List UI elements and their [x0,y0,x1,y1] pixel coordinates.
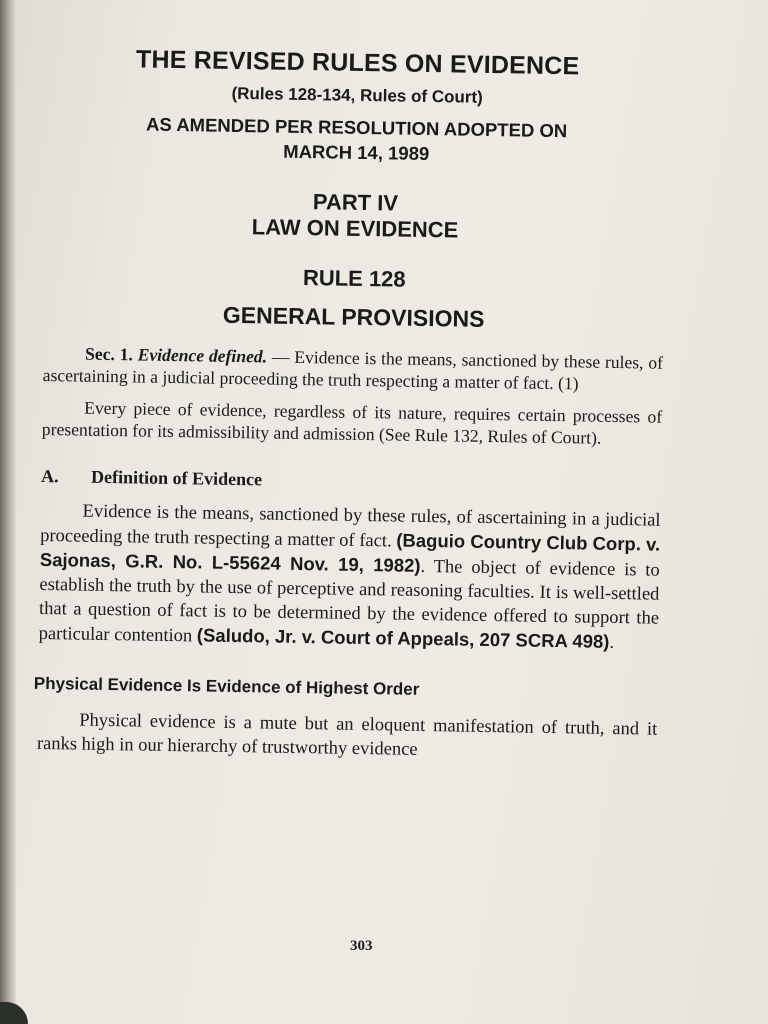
page-content [33,40,668,766]
physical-evidence-paragraph: Physical evidence is a mute but an eloquent manifestation of truth, and it ranks high in our hierarchy of trustworthy evidence [36,710,658,760]
book-subtitle: (Rules 128-134, Rules of Court) [231,83,483,107]
section-a-text-2: . The object of evidence is to establish the truth by the use of perceptive and reasoning faculties. It is well-settled that a question of fact is to be determined by the evidence offered to support the particular contention [38,556,660,647]
amended-note [46,111,667,171]
part-number: PART IV [312,189,399,216]
part-name: LAW ON EVIDENCE [251,214,459,243]
section-label: Sec. 1. [84,343,134,365]
section-a-text-3: . [609,632,615,653]
page-number: 303 [350,938,373,954]
amended-line-2: MARCH 14, 1989 [283,140,430,164]
section-title: Evidence defined. [137,344,268,367]
rule-name: GENERAL PROVISIONS [222,301,485,332]
citation-baguio: (Baguio Country Club Corp. v. Sajonas, G.R. No. L-55624 Nov. 19, 1982) [39,529,661,576]
citation-saludo: (Saludo, Jr. v. Court of Appeals, 207 SCRA 498) [196,624,610,652]
section-a-title: Definition of Evidence [90,466,263,490]
section-1-paragraph [43,342,664,396]
section-a-letter: A. [40,465,59,487]
section-a-heading [41,466,661,497]
page-binding-edge [0,0,16,1024]
rule-number: RULE 128 [302,264,406,292]
section-a-text-1: Evidence is the means, sanctioned by these rules, of ascertaining in a judicial proceeding the truth respecting a matter of fact. [40,501,661,552]
section-dash: — [266,346,295,367]
amended-line-1: AS AMENDED PER RESOLUTION ADOPTED ON [145,113,568,142]
section-a-paragraph [38,499,660,656]
book-title: THE REVISED RULES ON EVIDENCE [135,45,580,81]
corner-shadow [0,1002,28,1024]
paragraph-2: Every piece of evidence, regardless of its nature, requires certain processes of presentation for its admissibility and admission (See Rule 132, Rules of Court). [41,397,663,448]
physical-evidence-heading: Physical Evidence Is Evidence of Highest Order [33,673,420,699]
section-text: Evidence is the means, sanctioned by these rules, of ascertaining in a judicial proceeding the truth respecting a matter of fact. (1) [42,346,664,394]
